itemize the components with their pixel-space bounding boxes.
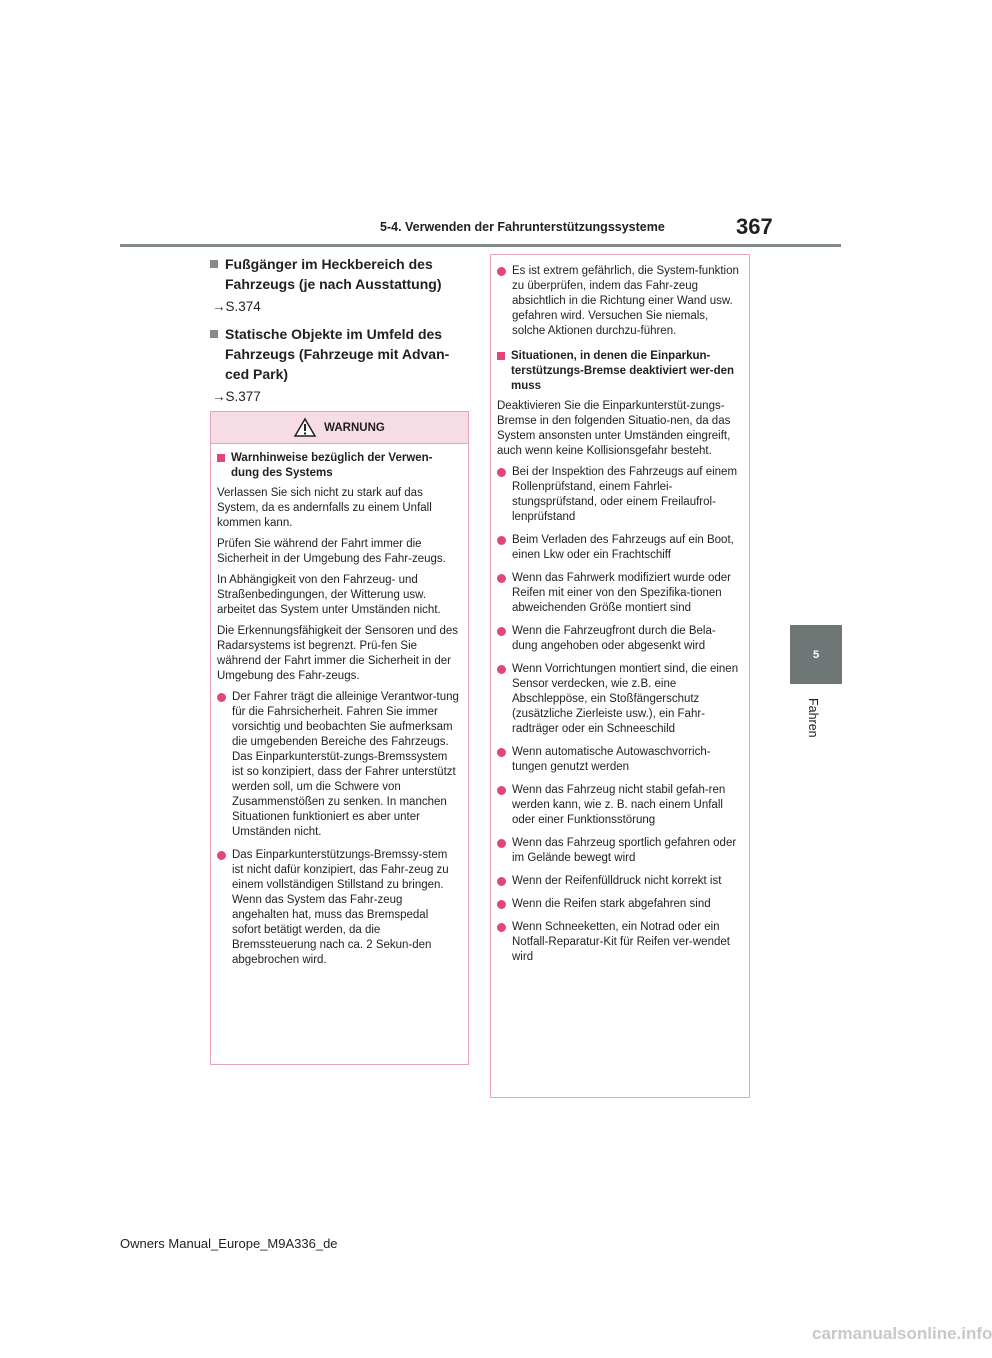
list-item-text: Wenn das Fahrwerk modifiziert wurde oder Reifen mit einer von den Spezifika-tionen abweichenden Größe montiert sind [512,572,732,614]
circle-bullet-icon [217,851,226,860]
section-heading [210,254,470,294]
list-item [497,874,741,889]
square-bullet-icon [210,260,218,268]
warning-header [211,412,468,444]
warning-paragraph: Die Erkennungsfähigkeit der Sensoren und des Radarsystems ist begrenzt. Prü-fen Sie während der Fahrt immer die Sicherheit in der Umgebung des Fahr-zeugs. [217,625,459,682]
list-item [497,662,741,737]
list-item [497,920,741,965]
list-item-text: Wenn die Fahrzeugfront durch die Bela-dung angehoben oder abgesenkt wird [512,625,716,652]
circle-bullet-icon [497,665,506,674]
list-item [217,848,460,968]
warning-paragraph: Prüfen Sie während der Fahrt immer die Sicherheit in der Umgebung des Fahr-zeugs. [217,538,446,565]
watermark: carmanualsonline.info [812,1324,992,1343]
warning-continuation-box [490,254,750,1098]
circle-bullet-icon [217,693,226,702]
list-item-text: Wenn Vorrichtungen montiert sind, die einen Sensor verdecken, wie z.B. eine Abschleppöse, ein Stoßfängerschutz (zusätzliche Zierleiste usw.), ein Fahr-radträger oder ein Schneeschild [512,663,739,735]
warning-subheading [217,451,460,481]
list-item-text: Es ist extrem gefährlich, die System-funktion zu überprüfen, indem das Fahr-zeug absichtlich in die Richtung einer Wand usw. gefahren wird. Versuchen Sie niemals, solche Aktionen durchzu-führen. [512,265,739,337]
list-item [497,745,741,775]
intro-paragraph: Deaktivieren Sie die Einparkunterstüt-zungs-Bremse in den folgenden Situatio-nen, da das System ansonsten unter Umständen eingreift, auch wenn keine Kollisionsgefahr besteht. [497,400,731,457]
page-number: 367 [736,214,773,239]
circle-bullet-icon [497,786,506,795]
warning-paragraph: In Abhängigkeit von den Fahrzeug- und Straßenbedingungen, der Witterung usw. arbeitet das System unter Umständen nicht. [217,574,441,616]
circle-bullet-icon [497,574,506,583]
circle-bullet-icon [497,267,506,276]
warning-triangle-icon [294,418,316,437]
circle-bullet-icon [497,900,506,909]
list-item-text: Wenn Schneeketten, ein Notrad oder ein Notfall-Reparatur-Kit für Reifen ver-wendet wird [512,921,730,963]
square-bullet-icon [210,330,218,338]
footer-text: Owners Manual_Europe_M9A336_de [120,1236,338,1251]
list-item-text: Beim Verladen des Fahrzeugs auf ein Boot, einen Lkw oder ein Frachtschiff [512,534,734,561]
list-item-text: Wenn automatische Autowaschvorrich-tungen genutzt werden [512,746,711,773]
list-item [497,465,741,525]
circle-bullet-icon [497,839,506,848]
page-reference-link[interactable]: →S.377 [212,389,261,404]
circle-bullet-icon [497,627,506,636]
circle-bullet-icon [497,468,506,477]
list-item [497,836,741,866]
list-item [497,624,741,654]
circle-bullet-icon [497,536,506,545]
list-item-text: Der Fahrer trägt die alleinige Verantwor-tung für die Fahrsicherheit. Fahren Sie immer vorsichtig und beobachten Sie aufmerksam die umgebenden Bereiche des Fahrzeugs. Das Einparkunterstüt-zungs-Bremssystem ist so konzipiert, dass der Fahrer unterstützt werden soll, um die Schwere von Zusammenstößen zu senken. In manchen Situationen funktioniert es aber unter Umständen nicht. [232,691,459,838]
left-column [210,254,470,414]
list-item [497,571,741,616]
circle-bullet-icon [497,923,506,932]
warning-box [210,411,469,1065]
square-bullet-icon [217,454,225,462]
subheading-text: Situationen, in denen die Einparkun-terstützungs-Bremse deaktiviert wer-den muss [511,350,735,392]
warning-title: WARNUNG [324,421,385,434]
list-item [497,897,741,912]
square-bullet-icon [497,352,505,360]
circle-bullet-icon [497,748,506,757]
heading-text: Fußgänger im Heckbereich des Fahrzeugs (je nach Ausstattung) [225,256,442,292]
warning-paragraph: Verlassen Sie sich nicht zu stark auf das System, da es andernfalls zu einem Unfall kommen kann. [217,487,432,529]
continuation-content [491,255,749,965]
list-item-text: Wenn das Fahrzeug nicht stabil gefah-ren werden kann, wie z. B. nach einem Unfall oder einer Funktionsstörung [512,784,726,826]
warning-content [211,444,468,968]
heading-text: Statische Objekte im Umfeld des Fahrzeugs (Fahrzeuge mit Advan-ced Park) [225,326,450,382]
list-item [497,533,741,563]
list-item-text: Wenn das Fahrzeug sportlich gefahren oder im Gelände bewegt wird [512,837,737,864]
list-item [217,690,460,840]
list-item [497,264,741,339]
page-reference-link[interactable]: →S.374 [212,299,261,314]
section-title: 5-4. Verwenden der Fahrunterstützungssysteme [380,220,665,234]
list-item-text: Das Einparkunterstützungs-Bremssy-stem ist nicht dafür konzipiert, das Fahr-zeug zu einem vollständigen Stillstand zu bringen. Wenn das System das Fahr-zeug angehalten hat, muss das Bremspedal sofort betätigt werden, da die Bremssteuerung nach ca. 2 Sekun-den abgebrochen wird. [232,849,449,966]
section-heading [210,324,470,384]
circle-bullet-icon [497,877,506,886]
list-item-text: Wenn der Reifenfülldruck nicht korrekt ist [512,875,722,887]
continuation-subheading [497,349,741,394]
header-divider [120,244,841,247]
list-item [497,783,741,828]
list-item-text: Wenn die Reifen stark abgefahren sind [512,898,711,910]
chapter-tab[interactable] [790,625,842,684]
subheading-text: Warnhinweise bezüglich der Verwen-dung des Systems [231,452,433,479]
chapter-label: Fahren [806,698,820,738]
list-item-text: Bei der Inspektion des Fahrzeugs auf einem Rollenprüfstand, einem Fahrlei-stungsprüfstand, oder einem Freilaufrol-lenprüfstand [512,466,738,523]
chapter-number: 5 [812,648,820,661]
